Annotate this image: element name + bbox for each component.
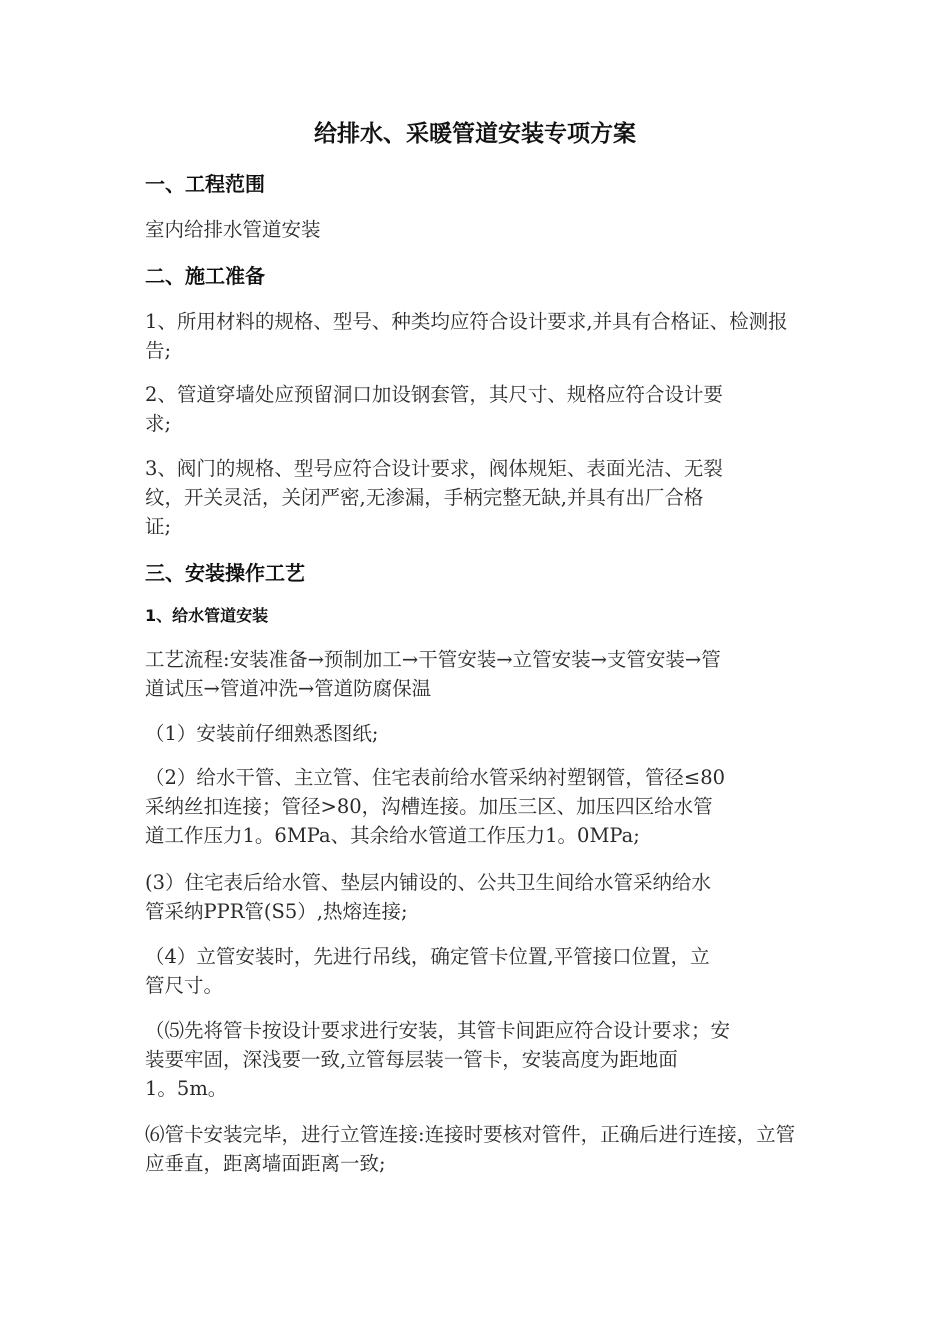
preparation-item-2 [145,380,805,438]
paragraph-line: 道工作压力1。6MPa、其余给水管道工作压力1。0MPa; [145,824,640,847]
paragraph-line: 采纳丝扣连接；管径>80，沟槽连接。加压三区、加压四区给水管 [145,795,713,818]
paragraph-line: 2、管道穿墙处应预留洞口加设钢套管，其尺寸、规格应符合设计要 [145,383,723,406]
scope-text-line: 室内给排水管道安装 [145,218,321,241]
paragraph-line: 道试压→管道冲洗→管道防腐保温 [145,677,432,700]
process-item-6 [145,1120,805,1178]
paragraph-line: （4）立管安装时，先进行吊线，确定管卡位置,平管接口位置，立 [145,945,710,968]
paragraph-line: 工艺流程:安装准备→预制加工→干管安装→立管安装→支管安装→管 [145,648,721,671]
paragraph-line: (3）住宅表后给水管、垫层内铺设的、公共卫生间给水管采纳给水 [145,871,712,894]
paragraph-line: 证; [145,515,172,538]
paragraph-line: 纹，开关灵活，关闭严密,无渗漏，手柄完整无缺,并具有出厂合格 [145,486,704,509]
paragraph-line: （2）给水干管、主立管、住宅表前给水管采纳衬塑钢管，管径≤80 [145,766,726,789]
paragraph-line: 1。5m。 [145,1077,228,1100]
section-heading-preparation: 二、施工准备 [145,264,265,288]
process-item-5 [145,1016,805,1103]
process-item-1 [145,719,805,748]
paragraph-line: 求; [145,412,172,435]
paragraph-line: 管尺寸。 [145,974,224,997]
paragraph-line: 应垂直，距离墙面距离一致; [145,1152,386,1175]
process-item-4 [145,942,805,1000]
paragraph-line: ⑹管卡安装完毕，进行立管连接:连接时要核对管件，正确后进行连接，立管 [145,1123,796,1146]
process-item-3 [145,868,805,926]
paragraph-line: 1、所用材料的规格、型号、种类均应符合设计要求,并具有合格证、检测报 [145,310,788,333]
preparation-item-1 [145,307,805,365]
section-heading-process: 三、安装操作工艺 [145,561,305,585]
process-flow [145,645,805,703]
scope-text [145,215,805,244]
paragraph-line: 3、阀门的规格、型号应符合设计要求，阀体规矩、表面光洁、无裂 [145,457,723,480]
section-heading-scope: 一、工程范围 [145,172,265,196]
paragraph-line: （⑸先将管卡按设计要求进行安装，其管卡间距应符合设计要求；安 [145,1019,731,1042]
process-item-2 [145,763,805,850]
paragraph-line: 管采纳PPR管(S5）,热熔连接; [145,900,408,923]
paragraph-line: 装要牢固，深浅要一致,立管每层装一管卡，安装高度为距地面 [145,1048,678,1071]
paragraph-line: 告; [145,339,172,362]
document-title: 给排水、采暖管道安装专项方案 [314,121,636,147]
subsection-heading-water-supply: 1、给水管道安装 [145,606,269,625]
preparation-item-3 [145,454,805,541]
paragraph-line: （1）安装前仔细熟悉图纸; [145,722,379,745]
